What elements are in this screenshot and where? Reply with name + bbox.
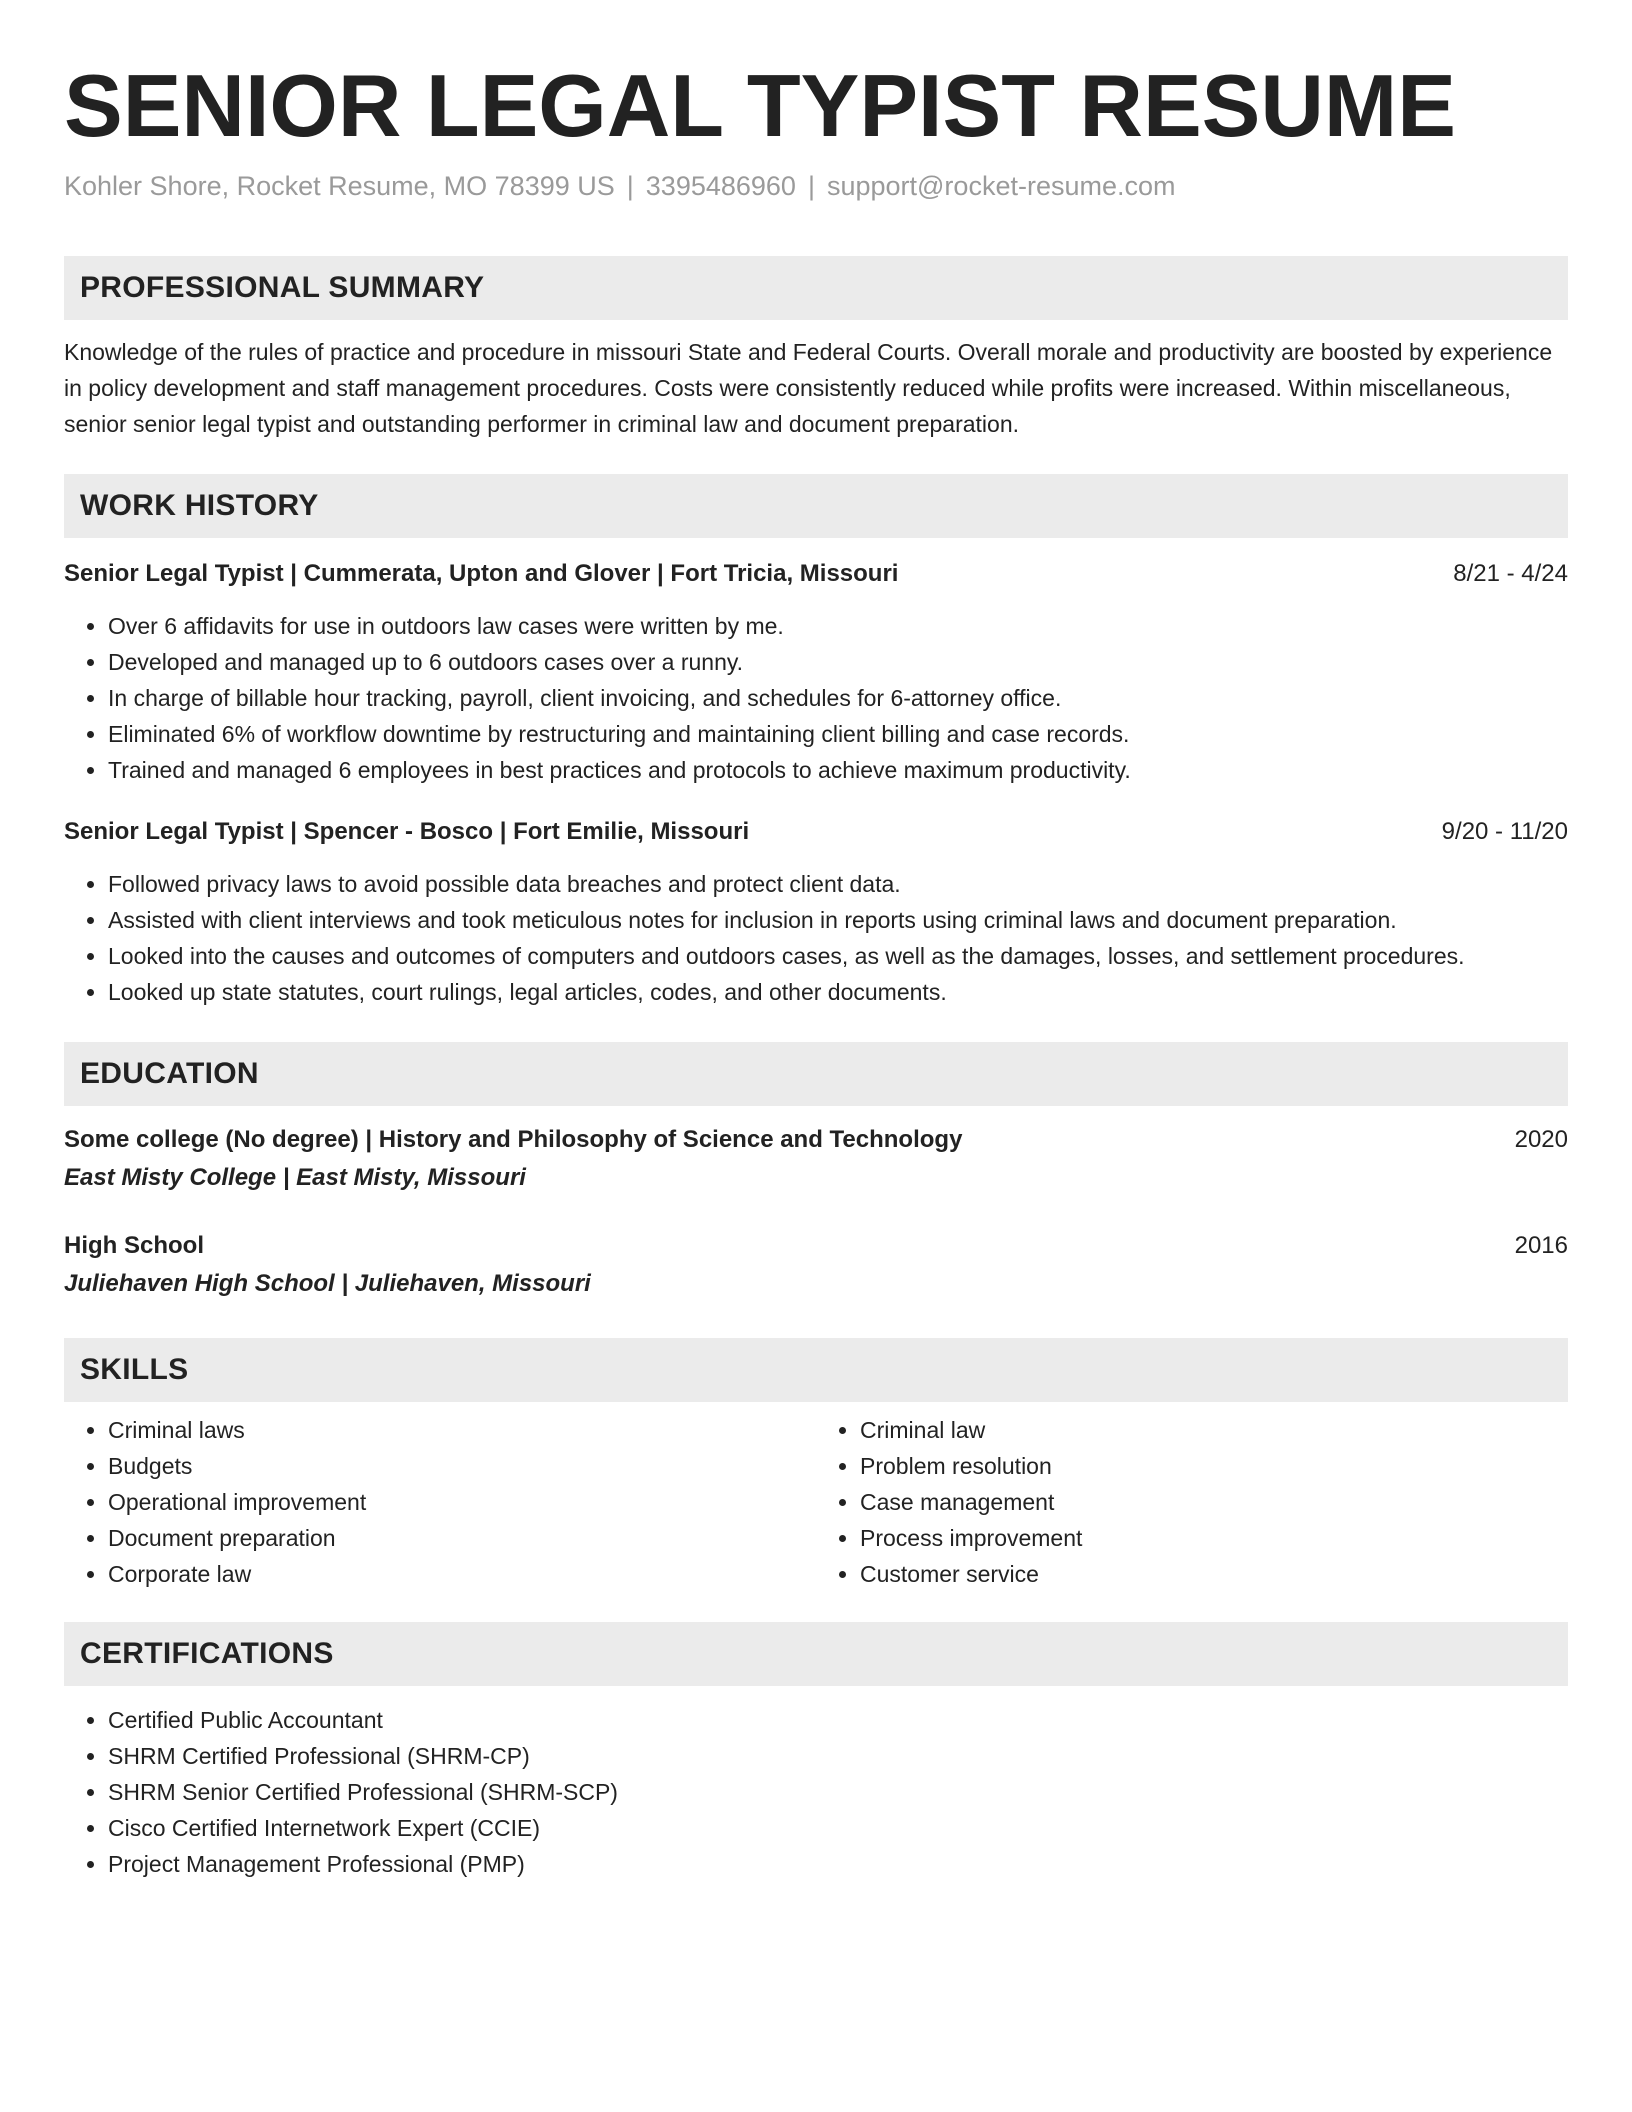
job-entry (64, 556, 1568, 788)
job-bullet: • Assisted with client interviews and took meticulous notes for inclusion in reports using criminal laws and document preparation. (108, 902, 1568, 938)
job-bullet: • Eliminated 6% of workflow downtime by restructuring and maintaining client billing and case records. (108, 716, 1568, 752)
summary-text: Knowledge of the rules of practice and procedure in missouri State and Federal Courts. Overall morale and productivity are boosted by experience in policy development and staff management procedures. Costs were consistently reduced while profits were increased. Within miscellaneous, senior senior legal typist and outstanding performer in criminal law and document preparation. (64, 339, 1553, 437)
job-dates: 9/20 - 11/20 (1441, 818, 1568, 845)
certification-item: • Project Management Professional (PMP) (108, 1846, 1568, 1882)
resume-page (64, 56, 1568, 1882)
education-school: Juliehaven High School | Juliehaven, Missouri (64, 1270, 591, 1297)
skill-item: • Case management (860, 1484, 1568, 1520)
education-year: 2020 (1514, 1126, 1568, 1153)
skill-item: • Corporate law (108, 1556, 816, 1592)
certifications-heading: CERTIFICATIONS (64, 1622, 1568, 1686)
education-entry (64, 1228, 1568, 1304)
job-dates: 8/21 - 4/24 (1453, 560, 1568, 587)
skill-item: • Criminal laws (108, 1412, 816, 1448)
skill-item: • Budgets (108, 1448, 816, 1484)
job-bullets (64, 608, 1568, 788)
skills-list-right (816, 1412, 1568, 1592)
job-title: Senior Legal Typist | Spencer - Bosco | Fort Emilie, Missouri (64, 818, 750, 845)
job-bullets (64, 866, 1568, 1010)
work-history-heading: WORK HISTORY (64, 474, 1568, 538)
contact-line (64, 168, 1568, 204)
certification-item: • Cisco Certified Internetwork Expert (CCIE) (108, 1810, 1568, 1846)
skill-item: • Process improvement (860, 1520, 1568, 1556)
education-year: 2016 (1514, 1232, 1568, 1259)
skills-columns (64, 1412, 1568, 1592)
skills-list-left (64, 1412, 816, 1592)
job-bullet: • Looked up state statutes, court rulings, legal articles, codes, and other documents. (108, 974, 1568, 1010)
skills-heading: SKILLS (64, 1338, 1568, 1402)
education-heading: EDUCATION (64, 1042, 1568, 1106)
certification-item: • Certified Public Accountant (108, 1702, 1568, 1738)
job-header (64, 814, 1568, 850)
skill-item: • Customer service (860, 1556, 1568, 1592)
education-degree: High School (64, 1232, 204, 1259)
job-header (64, 556, 1568, 592)
certifications-list (64, 1702, 1568, 1882)
certification-item: • SHRM Certified Professional (SHRM-CP) (108, 1738, 1568, 1774)
contact-separator: | (807, 171, 815, 201)
skill-item: • Operational improvement (108, 1484, 816, 1520)
resume-title: SENIOR LEGAL TYPIST RESUME (64, 56, 1456, 155)
job-bullet: • In charge of billable hour tracking, payroll, client invoicing, and schedules for 6-attorney office. (108, 680, 1568, 716)
education-school: East Misty College | East Misty, Missouri (64, 1164, 526, 1191)
summary-heading: PROFESSIONAL SUMMARY (64, 256, 1568, 320)
job-bullet: • Followed privacy laws to avoid possible data breaches and protect client data. (108, 866, 1568, 902)
contact-separator: | (626, 171, 634, 201)
job-bullet: • Trained and managed 6 employees in best practices and protocols to achieve maximum productivity. (108, 752, 1568, 788)
contact-address: Kohler Shore, Rocket Resume, MO 78399 US (64, 171, 615, 201)
education-entry (64, 1122, 1568, 1198)
job-title: Senior Legal Typist | Cummerata, Upton and Glover | Fort Tricia, Missouri (64, 560, 899, 587)
job-entry (64, 814, 1568, 1010)
education-degree: Some college (No degree) | History and Philosophy of Science and Technology (64, 1126, 963, 1153)
contact-email: support@rocket-resume.com (826, 171, 1176, 201)
certification-item: • SHRM Senior Certified Professional (SHRM-SCP) (108, 1774, 1568, 1810)
job-bullet: • Over 6 affidavits for use in outdoors law cases were written by me. (108, 608, 1568, 644)
skill-item: • Document preparation (108, 1520, 816, 1556)
education-header (64, 1228, 1568, 1264)
skill-item: • Problem resolution (860, 1448, 1568, 1484)
education-header (64, 1122, 1568, 1158)
job-bullet: • Developed and managed up to 6 outdoors cases over a runny. (108, 644, 1568, 680)
job-bullet: • Looked into the causes and outcomes of computers and outdoors cases, as well as the damages, losses, and settlement procedures. (108, 938, 1568, 974)
skill-item: • Criminal law (860, 1412, 1568, 1448)
contact-phone: 3395486960 (645, 171, 796, 201)
